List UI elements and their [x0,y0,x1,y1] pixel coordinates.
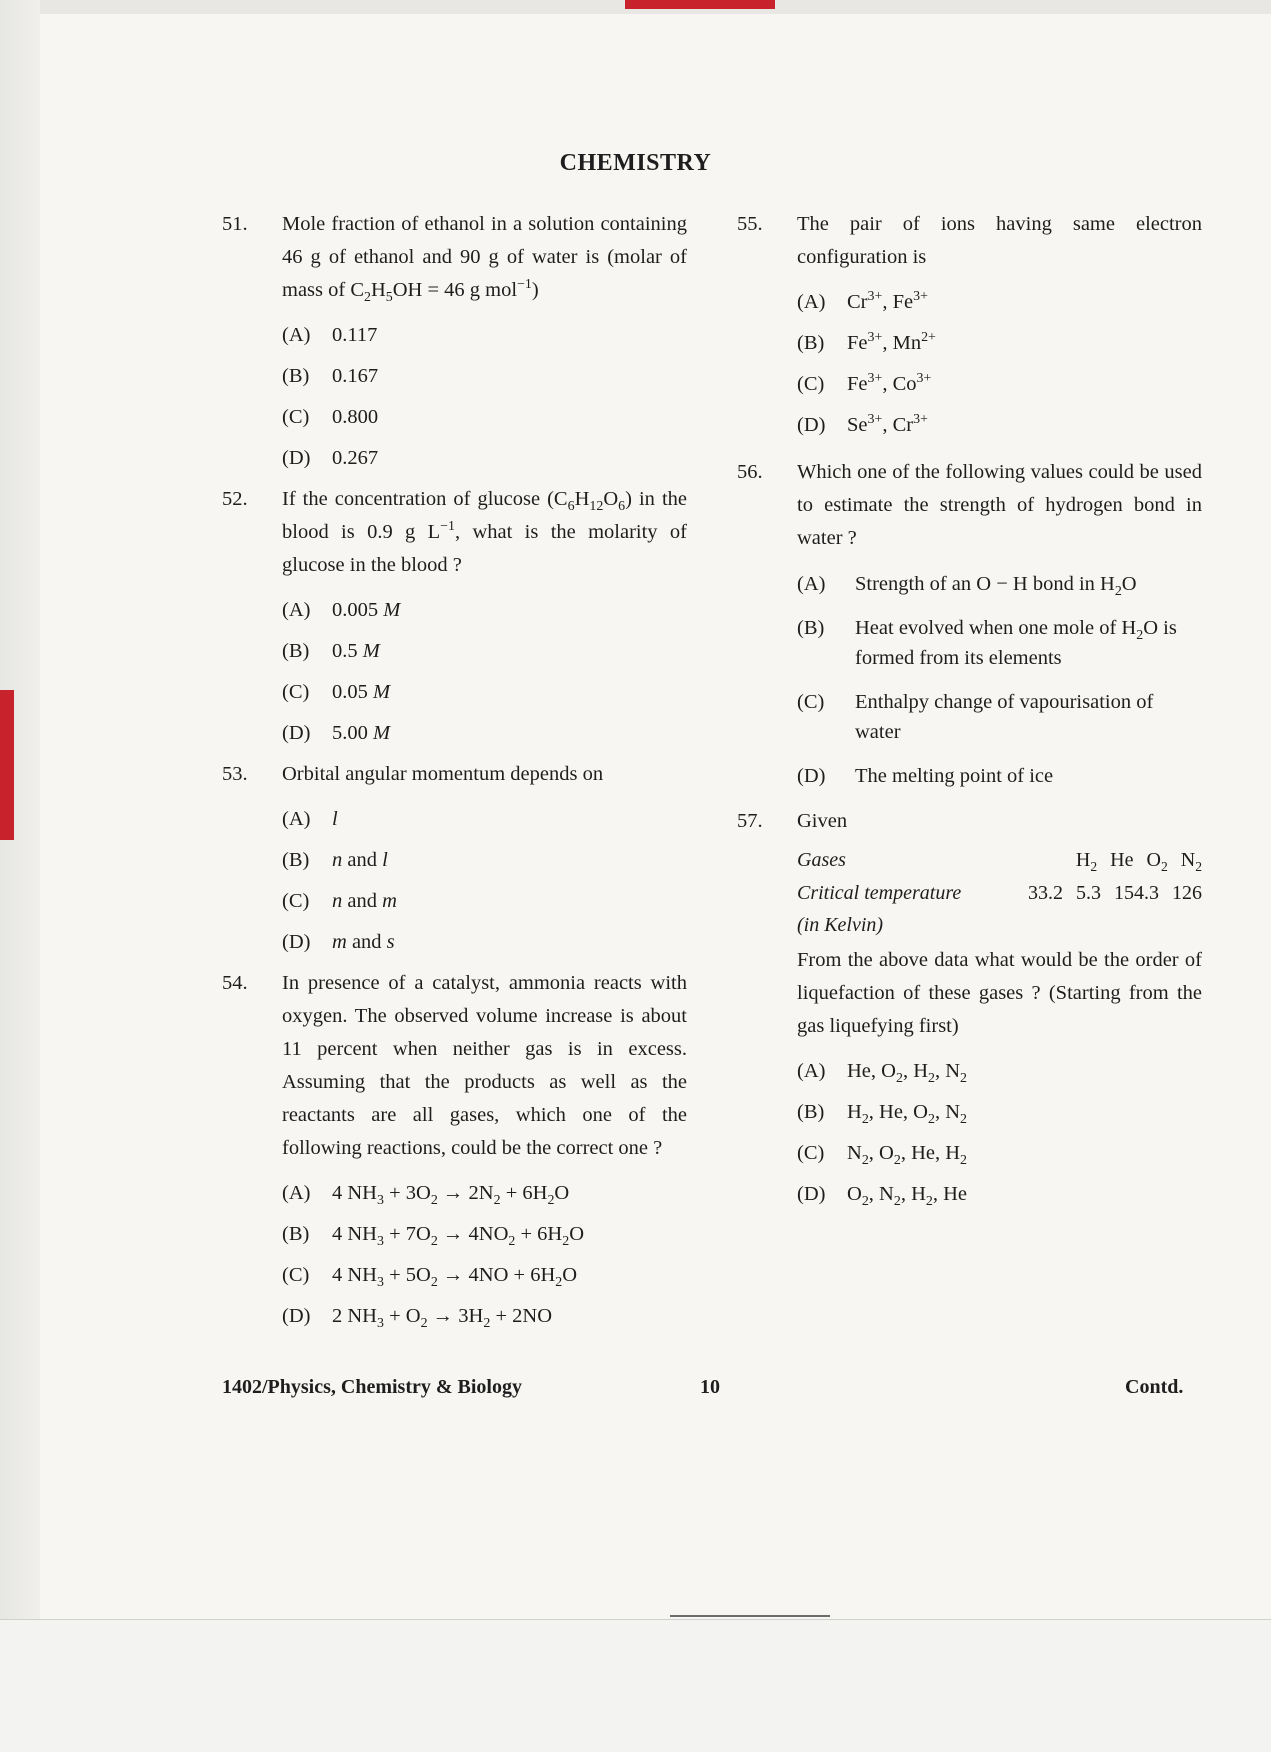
option-text: 2 $NH_3 + O_2 \to 3H_2 + 2NO$ [332,1305,552,1332]
options [797,282,1202,446]
option-label: (C) [797,373,825,395]
option-c[interactable] [797,1133,1202,1174]
red-marker-left [0,690,14,840]
option-c[interactable] [797,364,1202,405]
option-label: (D) [282,447,311,469]
option-a[interactable] [797,563,1202,607]
fold-line [670,1615,830,1617]
options [282,799,687,963]
option-c[interactable] [282,397,687,438]
option-c[interactable] [797,681,1202,755]
option-label: (A) [797,291,826,313]
option-text: 5.00 M [332,722,391,744]
option-c[interactable] [282,672,687,713]
option-label: (A) [282,1182,311,1204]
option-label: (D) [797,1183,826,1205]
option-label: (B) [282,1223,310,1245]
option-a[interactable] [282,315,687,356]
option-text: $H_2$, He, $O_2$, $N_2$ [847,1101,967,1128]
row-caption: Critical temperature [797,882,962,904]
footer-booklet-code: 1402/Physics, Chemistry & Biology [222,1376,522,1398]
option-b[interactable] [282,631,687,672]
critical-temperature-row [797,877,1202,910]
option-text: 0.167 [332,365,379,387]
table-cell: 33.2 [1028,882,1063,904]
question-number: 57. [737,810,763,832]
option-d[interactable] [797,755,1202,799]
question-text: Given [797,810,848,832]
option-label: (C) [282,681,310,703]
option-label: (D) [282,722,311,744]
options [282,1173,687,1337]
option-label: (B) [797,1101,825,1123]
option-text: $N_2$, $O_2$, He, $H_2$ [847,1142,967,1169]
option-text: 0.005 M [332,599,401,621]
question-text: If the concentration of glucose $(C_6H_{12}O_6)$ in the blood is 0.9 g $L^{-1}$, what is the molarity of glucose in the blood ? [282,488,687,576]
option-d[interactable] [282,438,687,479]
table-cell: 126 [1172,882,1202,904]
option-label: (B) [282,640,310,662]
left-column [222,208,687,1341]
option-label: (A) [797,573,826,595]
question-text: The pair of ions having same electron configuration is [797,213,1202,268]
option-text: $Cr^{3+}$, $Fe^{3+}$ [847,289,928,313]
options [282,315,687,479]
question-text: In presence of a catalyst, ammonia reacts with oxygen. The observed volume increase is about 11 percent when neither gas is in excess. Assuming that the products as well as the reactants are all gases, which one of the following reactions, could be the correct one ? [282,972,687,1159]
question-57 [737,805,1202,1215]
option-text: 0.5 M [332,640,380,662]
option-text: Heat evolved when one mole of $H_2O$ is formed from its elements [855,617,1177,669]
option-label: (C) [282,890,310,912]
option-text: The melting point of ice [855,765,1054,787]
table-cell: $H_2$ [1075,849,1098,874]
option-text: 4 $NH_3 + 5O_2 \to 4NO + 6H_2O$ [332,1264,578,1291]
question-text-continued: From the above data what would be the order of liquefaction of these gases ? (Starting from the gas liquefying first) [797,949,1202,1037]
question-number: 56. [737,461,763,483]
option-label: (C) [797,691,825,713]
option-label: (C) [282,406,310,428]
option-label: (A) [282,808,311,830]
question-number: 53. [222,763,248,785]
scanner-bottom-strip [0,1619,1271,1752]
section-title: CHEMISTRY [559,150,712,176]
question-text: Orbital angular momentum depends on [282,763,604,785]
option-d[interactable] [797,405,1202,446]
options [797,1051,1202,1215]
option-text: 4 $NH_3 + 7O_2 \to 4NO_2 + 6H_2O$ [332,1223,585,1250]
option-text: $Fe^{3+}$, $Mn^{2+}$ [847,330,936,354]
options [282,590,687,754]
option-b[interactable] [282,840,687,881]
option-a[interactable] [797,282,1202,323]
option-b[interactable] [282,356,687,397]
option-d[interactable] [282,1296,687,1337]
right-column [737,208,1202,1219]
option-text: n and l [332,849,388,871]
option-b[interactable] [797,607,1202,681]
question-number: 51. [222,213,248,235]
option-a[interactable] [282,799,687,840]
option-b[interactable] [797,323,1202,364]
option-a[interactable] [797,1051,1202,1092]
table-cell: $O_2$ [1146,849,1168,874]
gases-row [797,844,1202,877]
option-a[interactable] [282,590,687,631]
options [797,563,1202,799]
question-number: 55. [737,213,763,235]
question-text: Which one of the following values could be used to estimate the strength of hydrogen bond in water ? [797,461,1202,549]
option-text: 0.267 [332,447,379,469]
option-label: (D) [282,1305,311,1327]
table-cell: He [1110,849,1134,871]
option-label: (A) [282,599,311,621]
option-b[interactable] [797,1092,1202,1133]
option-text: Strength of an O − H bond in $H_2O$ [855,573,1137,600]
option-d[interactable] [282,922,687,963]
table-cell: 154.3 [1114,882,1159,904]
table-cell: 5.3 [1076,882,1101,904]
option-c[interactable] [282,881,687,922]
question-53 [222,758,687,963]
option-label: (C) [797,1142,825,1164]
footer-continued: Contd. [1125,1376,1184,1398]
option-label: (C) [282,1264,310,1286]
option-label: (A) [282,324,311,346]
option-text: 0.117 [332,324,378,346]
table-cell: $N_2$ [1180,849,1202,874]
option-label: (A) [797,1060,826,1082]
option-text: 4 $NH_3 + 3O_2 \to 2N_2 + 6H_2O$ [332,1182,570,1209]
option-label: (B) [797,617,825,639]
option-text: $O_2$, $N_2$, $H_2$, He [847,1183,967,1210]
question-text: Mole fraction of ethanol in a solution containing 46 g of ethanol and 90 g of water is (molar of mass of $C_2H_5OH = 46$ g mol$^{-1}$) [282,213,687,306]
option-text: Enthalpy change of vapourisation of water [855,691,1154,743]
option-text: $Se^{3+}$, $Cr^{3+}$ [847,412,928,436]
option-d[interactable] [282,713,687,754]
option-label: (B) [797,332,825,354]
row-caption: Gases [797,849,846,871]
option-text: m and s [332,931,395,953]
option-text: He, $O_2$, $H_2$, $N_2$ [847,1060,967,1087]
critical-temperature-table [797,844,1202,940]
option-label: (B) [282,849,310,871]
question-52 [222,483,687,754]
option-a[interactable] [282,1173,687,1214]
option-label: (D) [797,414,826,436]
option-d[interactable] [797,1174,1202,1215]
option-text: $Fe^{3+}$, $Co^{3+}$ [847,371,932,395]
page-number: 10 [700,1376,720,1398]
option-text: l [332,808,338,830]
question-number: 54. [222,972,248,994]
option-c[interactable] [282,1255,687,1296]
option-label: (D) [797,765,826,787]
option-b[interactable] [282,1214,687,1255]
option-text: 0.05 M [332,681,391,703]
question-51 [222,208,687,479]
units-note: (in Kelvin) [797,914,884,936]
question-56 [737,456,1202,799]
option-label: (B) [282,365,310,387]
option-label: (D) [282,931,311,953]
option-text: n and m [332,890,397,912]
question-number: 52. [222,488,248,510]
red-marker-top [625,0,775,9]
option-text: 0.800 [332,406,379,428]
question-54 [222,967,687,1337]
question-55 [737,208,1202,446]
